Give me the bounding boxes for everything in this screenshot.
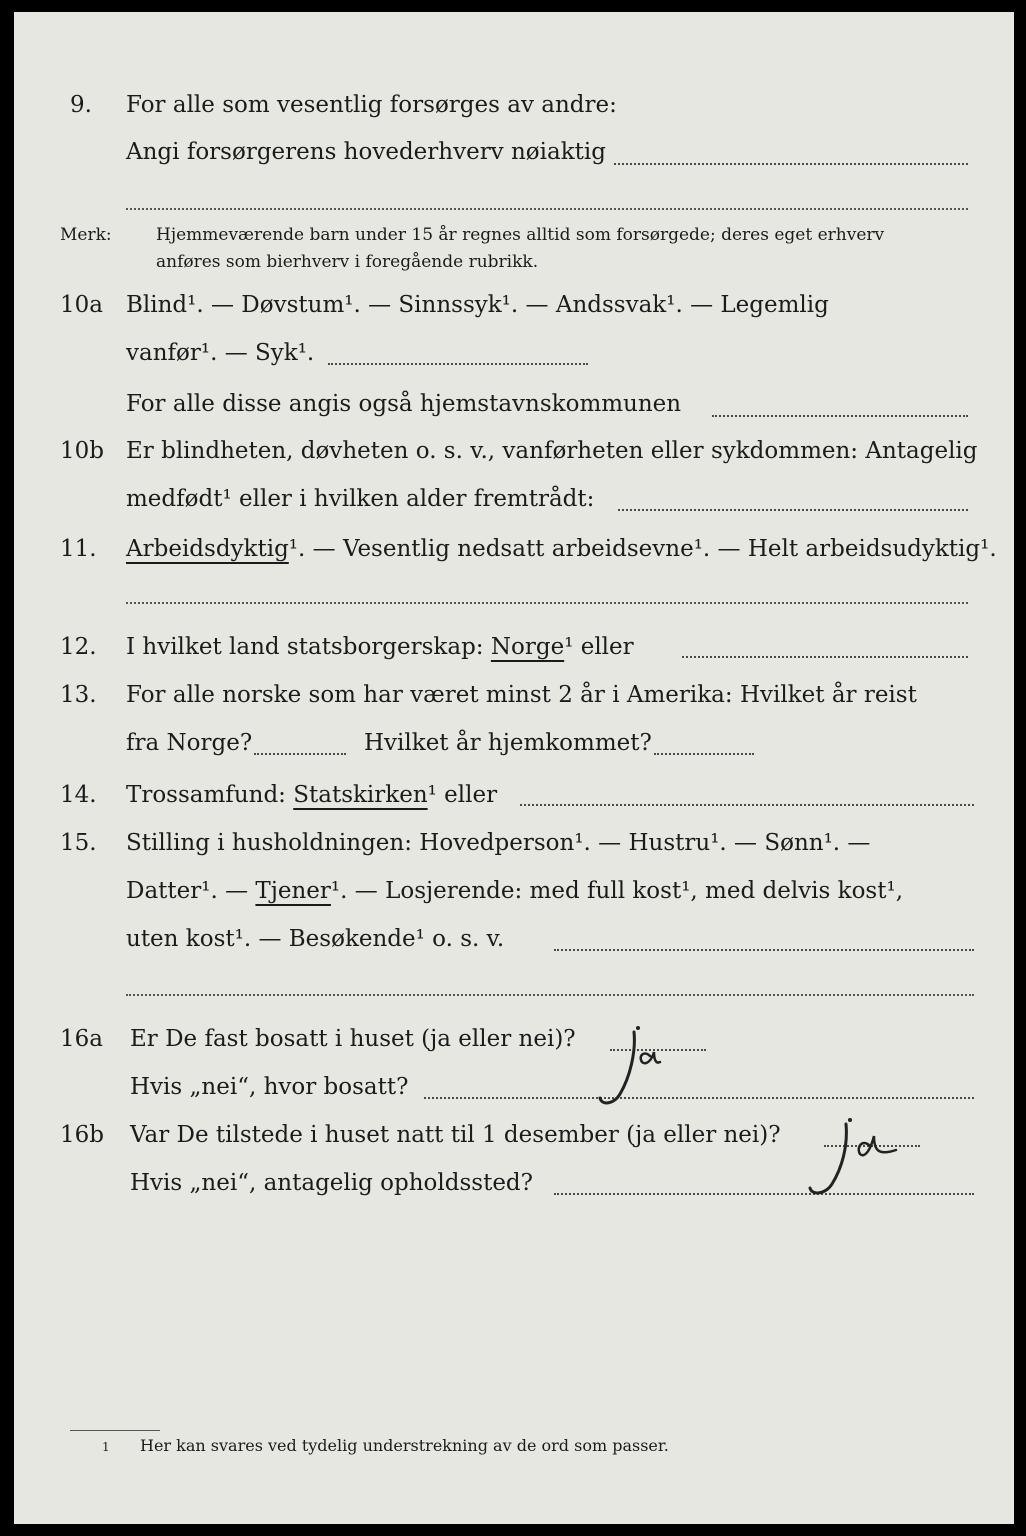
- merk-line1: Hjemmeværende barn under 15 år regnes alltid som forsørgede; deres eget erhverv: [156, 225, 885, 245]
- q10a-number: 10a: [60, 292, 103, 318]
- q12-prefix: I hvilket land statsborgerskap:: [126, 634, 484, 660]
- q16a-line2: Hvis „nei“, hvor bosatt?: [130, 1074, 409, 1100]
- q10a-line3: For alle disse angis også hjemstavnskommunen: [126, 391, 682, 417]
- q9-extra-line[interactable]: [126, 208, 968, 210]
- footnote-text: Her kan svares ved tydelig understrekning av de ord som passer.: [140, 1436, 669, 1455]
- q15-line2: [126, 876, 903, 906]
- q16b-handwritten-answer: [800, 1116, 910, 1206]
- merk-label: Merk:: [60, 225, 112, 245]
- q14-prefix: Trossamfund:: [126, 782, 286, 808]
- q10a-kommune-field[interactable]: [712, 415, 968, 417]
- q15-underlined-answer[interactable]: Tjener: [255, 878, 331, 904]
- q10b-line2: medfødt¹ eller i hvilken alder fremtrådt:: [126, 486, 595, 512]
- q10b-line1: Er blindheten, døvheten o. s. v., vanførheten eller sykdommen: Antagelig: [126, 438, 978, 464]
- q14-number: 14.: [60, 782, 97, 808]
- q15-line3: uten kost¹. — Besøkende¹ o. s. v.: [126, 926, 505, 952]
- q12-suffix: ¹ eller: [564, 634, 634, 660]
- q13-reist-field[interactable]: [254, 753, 346, 755]
- q13-number: 13.: [60, 682, 97, 708]
- q9-number: 9.: [70, 92, 92, 118]
- q12-line: [126, 632, 634, 662]
- q12-answer-field[interactable]: [682, 656, 968, 658]
- q9-answer-field[interactable]: [614, 163, 968, 165]
- q13-line1: For alle norske som har været minst 2 år i Amerika: Hvilket år reist: [126, 682, 917, 708]
- q13-line2b: Hvilket år hjemkommet?: [364, 730, 652, 756]
- q16a-line1: Er De fast bosatt i huset (ja eller nei)?: [130, 1026, 576, 1052]
- footnote-rule: [70, 1430, 160, 1431]
- q16a-handwritten-answer: [590, 1022, 680, 1112]
- q12-number: 12.: [60, 634, 97, 660]
- q16a-number: 16a: [60, 1026, 103, 1052]
- q11-extra-line[interactable]: [126, 602, 968, 604]
- q14-answer-field[interactable]: [520, 804, 974, 806]
- q11-number: 11.: [60, 536, 97, 562]
- q11-line: [126, 534, 997, 564]
- merk-line2: anføres som bierhverv i foregående rubrikk.: [156, 252, 539, 272]
- q15-answer-field[interactable]: [554, 949, 974, 951]
- q10a-answer-field[interactable]: [328, 363, 588, 365]
- q16b-opholdssted-field[interactable]: [554, 1193, 974, 1195]
- q13-line2a: fra Norge?: [126, 730, 253, 756]
- q9-line2: Angi forsørgerens hovederhverv nøiaktig: [126, 139, 606, 165]
- q14-line: [126, 780, 497, 810]
- q12-underlined-answer[interactable]: Norge: [490, 634, 565, 660]
- q10a-line1: Blind¹. — Døvstum¹. — Sinnssyk¹. — Andssvak¹. — Legemlig: [126, 292, 829, 318]
- q10a-line2: vanfør¹. — Syk¹.: [126, 340, 315, 366]
- q16a-bosatt-field[interactable]: [424, 1097, 974, 1099]
- q14-suffix: ¹ eller: [427, 782, 498, 808]
- q15-line2a: Datter¹. —: [126, 878, 249, 904]
- q14-underlined-answer[interactable]: Statskirken: [293, 782, 428, 808]
- q9-line1: For alle som vesentlig forsørges av andre:: [126, 92, 617, 118]
- q16b-line1: Var De tilstede i huset natt til 1 desember (ja eller nei)?: [130, 1122, 781, 1148]
- footnote-mark: 1: [102, 1440, 110, 1454]
- q13-hjemkommet-field[interactable]: [654, 753, 754, 755]
- census-form-page: [14, 12, 1014, 1524]
- q11-rest: ¹. — Vesentlig nedsatt arbeidsevne¹. — Helt arbeidsudyktig¹.: [288, 536, 997, 562]
- q15-number: 15.: [60, 830, 97, 856]
- q16b-number: 16b: [60, 1122, 104, 1148]
- q11-underlined-answer[interactable]: Arbeidsdyktig: [126, 536, 289, 562]
- q10b-number: 10b: [60, 438, 104, 464]
- q10b-answer-field[interactable]: [618, 509, 968, 511]
- q15-extra-line[interactable]: [126, 994, 974, 996]
- q16b-line2: Hvis „nei“, antagelig opholdssted?: [130, 1170, 533, 1196]
- q15-line2b: ¹. — Losjerende: med full kost¹, med delvis kost¹,: [330, 878, 904, 904]
- q15-line1: Stilling i husholdningen: Hovedperson¹. — Hustru¹. — Sønn¹. —: [126, 830, 871, 856]
